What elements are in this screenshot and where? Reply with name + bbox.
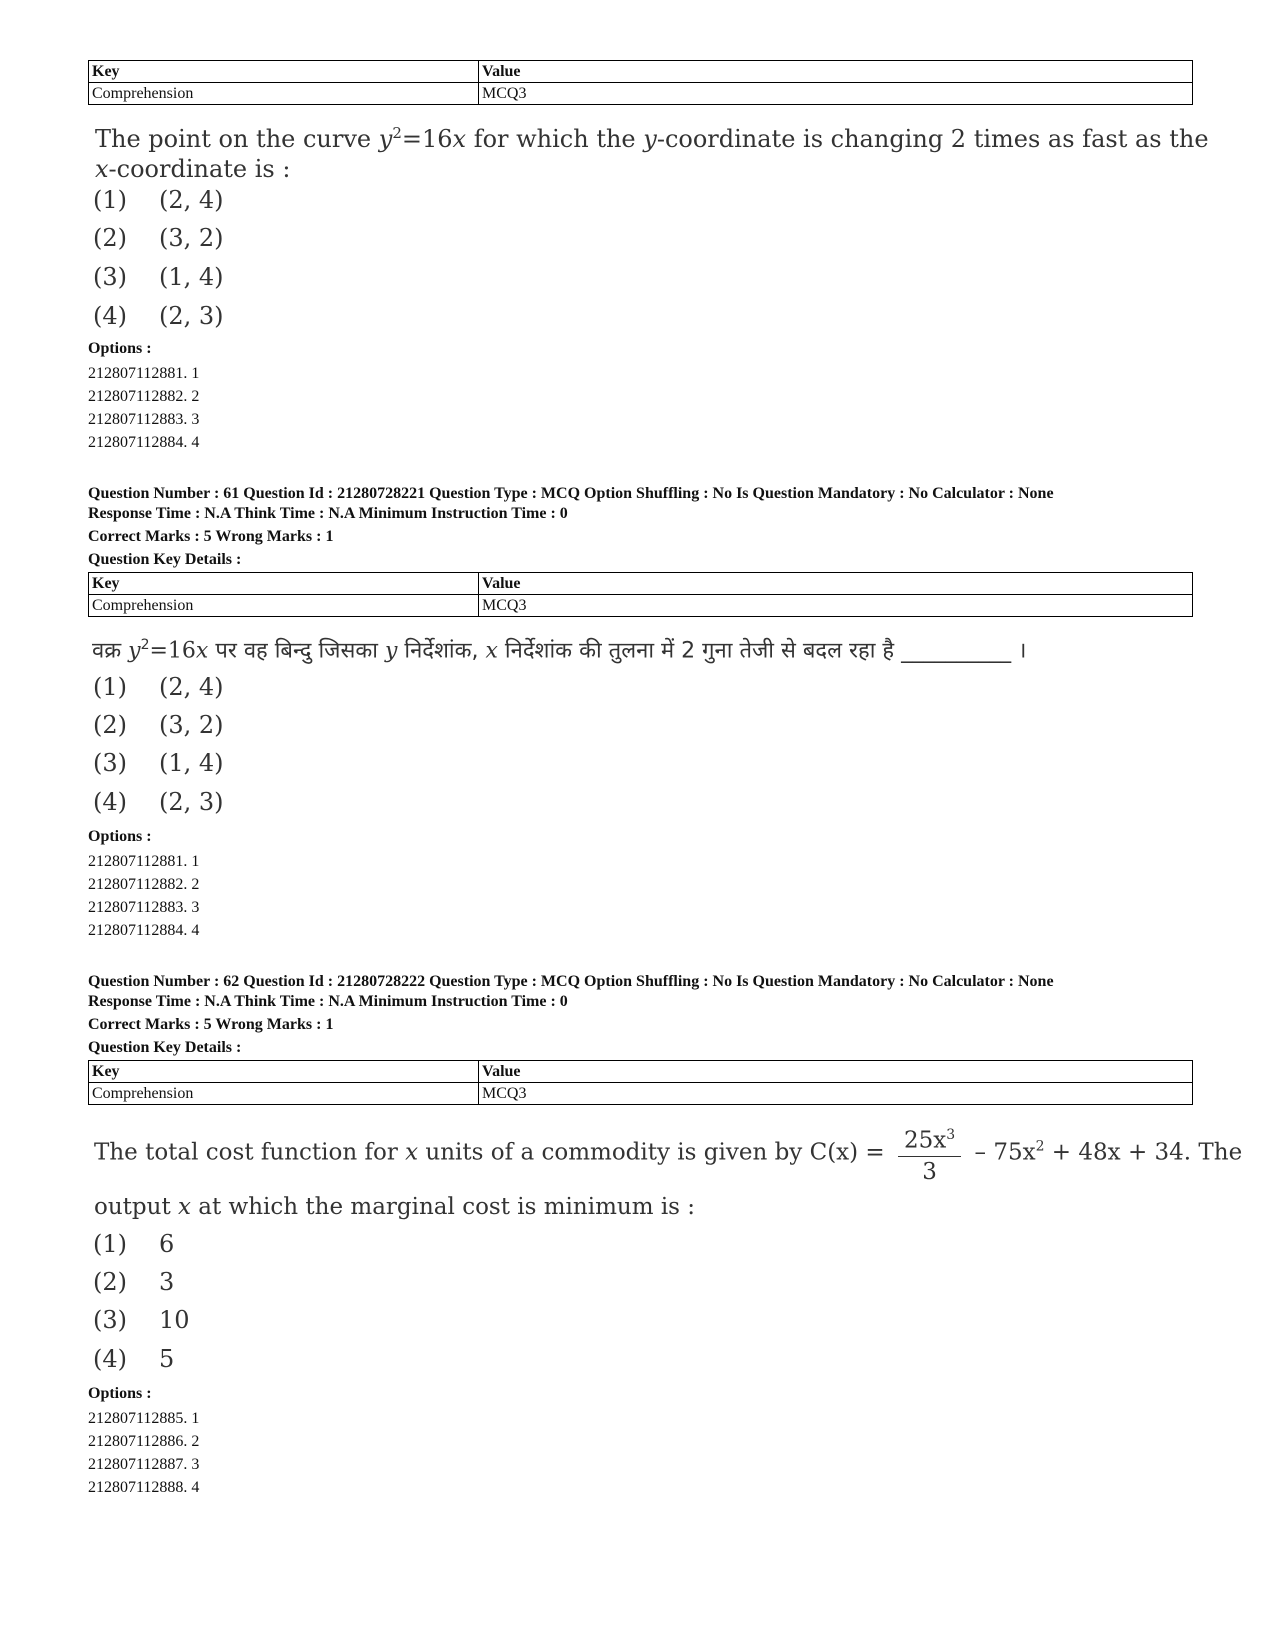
value-cell: MCQ3 [479,83,1193,105]
option-id: 212807112881. 1 [88,365,200,382]
option-id: 212807112882. 2 [88,388,200,405]
answer-choice: (3) 10 [93,1306,190,1334]
option-id: 212807112886. 2 [88,1433,200,1450]
option-id: 212807112883. 3 [88,411,200,428]
answer-choice: (1) (2, 4) [93,673,224,701]
key-details-label: Question Key Details : [88,1039,242,1056]
cost-fraction: $\frac{25x^3}{3}$ [898,1120,961,1187]
key-header: Key [89,61,479,83]
key-header: Key [89,573,479,595]
answer-choice: (3) (1, 4) [93,263,224,291]
value-header: Value [479,573,1193,595]
option-id: 212807112885. 1 [88,1410,200,1427]
marks-info: Correct Marks : 5 Wrong Marks : 1 [88,528,334,545]
option-id: 212807112888. 4 [88,1479,200,1496]
question-text-line2: output x at which the marginal cost is minimum is : [94,1194,696,1220]
answer-choice: (2) (3, 2) [93,224,224,252]
option-id: 212807112883. 3 [88,899,200,916]
question-key-table [88,1060,1193,1105]
options-label: Options : [88,1385,152,1402]
key-cell: Comprehension [89,83,479,105]
answer-choice: (3) (1, 4) [93,749,224,777]
option-id: 212807112887. 3 [88,1456,200,1473]
question-text: The total cost function for x units of a commodity is given by C(x) = $\frac{25x^3}{3}$ – $75x^2 + 48x + 34$. The [94,1120,1242,1187]
option-id: 212807112881. 1 [88,853,200,870]
options-list [88,1407,199,1499]
options-list [88,850,199,942]
value-header: Value [479,61,1193,83]
answer-choice: (1) 6 [93,1230,175,1258]
key-details-label: Question Key Details : [88,551,242,568]
options-label: Options : [88,828,152,845]
question-meta: Question Number : 62 Question Id : 21280728222 Question Type : MCQ Option Shuffling : No Is Question Mandatory : No Calculator : None Response Time : N.A Think Time : N.A Minimum Instruction Time : 0 [88,973,1054,1010]
value-header: Value [479,1061,1193,1083]
answer-choice: (4) 5 [93,1345,175,1373]
question-key-table [88,60,1193,105]
answer-choice: (1) (2, 4) [93,186,224,214]
option-id: 212807112882. 2 [88,876,200,893]
value-cell: MCQ3 [479,1083,1193,1105]
answer-choice: (4) (2, 3) [93,302,224,330]
options-list [88,362,199,454]
options-label: Options : [88,340,152,357]
key-header: Key [89,1061,479,1083]
question-meta: Question Number : 61 Question Id : 21280728221 Question Type : MCQ Option Shuffling : No Is Question Mandatory : No Calculator : None Response Time : N.A Think Time : N.A Minimum Instruction Time : 0 [88,485,1054,522]
question-key-table [88,572,1193,617]
option-id: 212807112884. 4 [88,922,200,939]
key-cell: Comprehension [89,1083,479,1105]
answer-choice: (2) 3 [93,1268,175,1296]
key-cell: Comprehension [89,595,479,617]
answer-choice: (2) (3, 2) [93,711,224,739]
marks-info: Correct Marks : 5 Wrong Marks : 1 [88,1016,334,1033]
question-text: The point on the curve $y^2=16x$ for which the y-coordinate is changing 2 times as fast as the x-coordinate is : [95,124,1209,183]
answer-choice: (4) (2, 3) [93,788,224,816]
option-id: 212807112884. 4 [88,434,200,451]
value-cell: MCQ3 [479,595,1193,617]
question-text-hindi: वक्र $y^2=16x$ पर वह बिन्दु जिसका y निर्देशांक, x निर्देशांक की तुलना में 2 गुना तेजी से बदल रहा है __________ । [92,637,1027,664]
